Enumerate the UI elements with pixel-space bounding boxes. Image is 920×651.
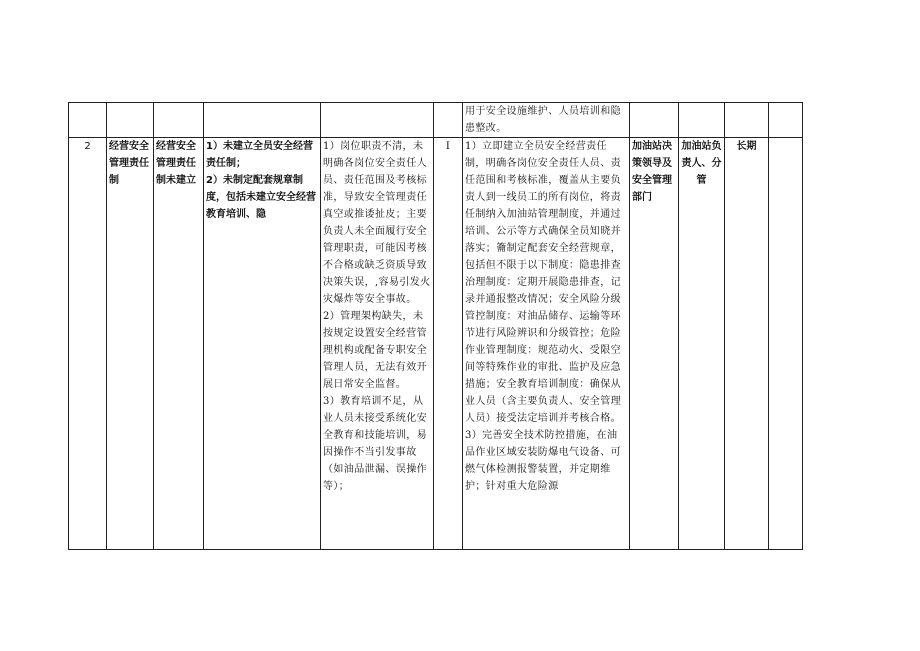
cell-no: [69, 103, 107, 138]
cell-level: [434, 103, 463, 138]
hazard-table: [68, 102, 803, 550]
cell-note: [769, 103, 803, 138]
cell-note: [769, 138, 803, 550]
cell-situation: 1）未建立全员安全经营责任制； 2）未制定配套规章制度，包括未建立安全经营教育培训、隐: [204, 138, 321, 550]
cell-measures: 用于安全设施维护、人员培训和隐患整改。: [463, 103, 630, 138]
cell-item: [154, 103, 204, 138]
cell-period: 长期: [725, 138, 769, 550]
cell-level: I: [434, 138, 463, 550]
cell-person: [679, 103, 725, 138]
cell-risk: [321, 103, 434, 138]
cell-category: 经营安全管理责任制: [107, 138, 154, 550]
cell-dept: 加油站决策领导及安全管理部门: [630, 138, 679, 550]
cell-category: [107, 103, 154, 138]
cell-period: [725, 103, 769, 138]
cell-measures: 1）立即建立全员安全经营责任制，明确各岗位安全责任人员、责任范围和考核标准，覆盖从主要负责人到一线员工的所有岗位，将责任制纳入加油站管理制度，并通过培训、公示等方式确保全员知晓并落实；籥制定配套安全经营规章，包括但不限于以下制度：隐患排查治理制度：定期开展隐患排查，记录并通报整改情况；安全风险分级管控制度：对油品储存、运输等环节进行风险辨识和分级管控；危险作业管理制度：规范动火、受限空间等特殊作业的审批、监护及应急措施；安全教育培训制度：确保从业人员（含主要负责人、安全管理人员）接受法定培训并考核合格。 3）完善安全技术防控措施，在油品作业区域安装防爆电气设备、可燃气体检测报警装置，并定期维护；针对重大危险源: [463, 138, 630, 550]
cell-situation: [204, 103, 321, 138]
cell-risk: 1）岗位职责不清，未明确各岗位安全责任人员、责任范围及考核标准，导致安全管理责任真空或推诿扯皮；主要负责人未全面履行安全管理职责，可能因考核不合格或缺乏资质导致决策失误，,容易引发火灾爆炸等安全事故。 2）管理架构缺失，未按规定设置安全经营管理机构或配备专职安全管理人员，无法有效开展日常安全监督。 3）教育培训不足，从业人员未接受系统化安全教育和技能培训，易因操作不当引发事故（如油品泄漏、误操作等）；: [321, 138, 434, 550]
table-row: [69, 103, 803, 138]
cell-item: 经营安全管理责任制未建立: [154, 138, 204, 550]
table-row: [69, 138, 803, 550]
cell-dept: [630, 103, 679, 138]
cell-person: 加油站负责人、分管: [679, 138, 725, 550]
cell-no: 2: [69, 138, 107, 550]
